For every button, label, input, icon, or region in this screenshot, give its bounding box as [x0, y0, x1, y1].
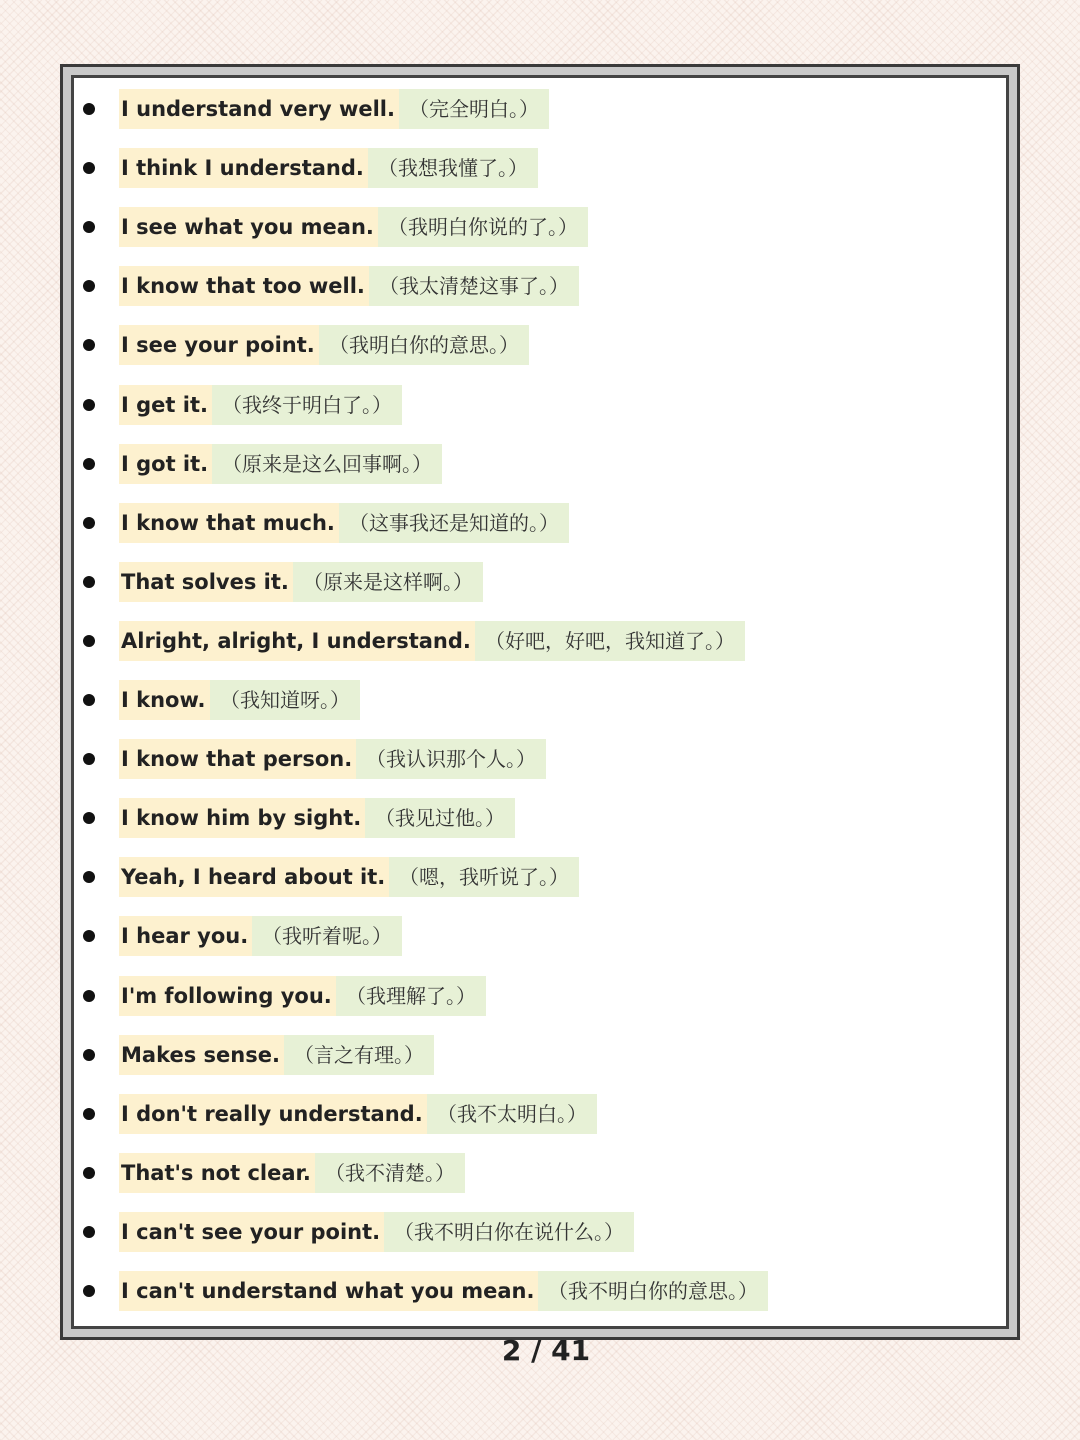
chinese-translation: （完全明白。） — [399, 89, 549, 129]
bullet-icon — [83, 812, 95, 824]
english-phrase: I'm following you. — [119, 976, 336, 1016]
chinese-translation: （我听着呢。） — [252, 916, 402, 956]
bullet-icon — [83, 458, 95, 470]
english-phrase: I see what you mean. — [119, 207, 378, 247]
english-phrase: I know that person. — [119, 739, 356, 779]
bullet-icon — [83, 162, 95, 174]
chinese-translation: （我知道呀。） — [210, 680, 360, 720]
bullet-icon — [83, 930, 95, 942]
chinese-translation: （我认识那个人。） — [356, 739, 546, 779]
chinese-translation: （我不太明白。） — [427, 1094, 597, 1134]
bullet-icon — [83, 871, 95, 883]
page-indicator: 2 / 41 — [501, 1334, 591, 1367]
chinese-translation: （这事我还是知道的。） — [339, 503, 569, 543]
bullet-icon — [83, 1167, 95, 1179]
bullet-icon — [83, 635, 95, 647]
chinese-translation: （我明白你说的了。） — [378, 207, 588, 247]
bullet-icon — [83, 399, 95, 411]
bullet-icon — [83, 753, 95, 765]
english-phrase: Alright, alright, I understand. — [119, 621, 475, 661]
english-phrase: I know that too well. — [119, 266, 369, 306]
bullet-icon — [83, 1049, 95, 1061]
chinese-translation: （我想我懂了。） — [368, 148, 538, 188]
bullet-icon — [83, 576, 95, 588]
chinese-translation: （我不明白你在说什么。） — [384, 1212, 634, 1252]
english-phrase: That solves it. — [119, 562, 293, 602]
english-phrase: Yeah, I heard about it. — [119, 857, 389, 897]
bullet-icon — [83, 694, 95, 706]
english-phrase: I can't see your point. — [119, 1212, 384, 1252]
bullet-icon — [83, 1285, 95, 1297]
chinese-translation: （原来是这样啊。） — [293, 562, 483, 602]
chinese-translation: （嗯，我听说了。） — [389, 857, 579, 897]
bullet-icon — [83, 517, 95, 529]
bullet-icon — [83, 339, 95, 351]
content-frame — [60, 64, 1020, 1340]
chinese-translation: （我理解了。） — [336, 976, 486, 1016]
bullet-icon — [83, 1108, 95, 1120]
english-phrase: I know him by sight. — [119, 798, 365, 838]
english-phrase: I understand very well. — [119, 89, 399, 129]
bullet-icon — [83, 103, 95, 115]
english-phrase: I don't really understand. — [119, 1094, 427, 1134]
chinese-translation: （言之有理。） — [284, 1035, 434, 1075]
bullet-icon — [83, 221, 95, 233]
chinese-translation: （我不明白你的意思。） — [538, 1271, 768, 1311]
chinese-translation: （我见过他。） — [365, 798, 515, 838]
english-phrase: I know that much. — [119, 503, 339, 543]
english-phrase: I see your point. — [119, 325, 319, 365]
english-phrase: I can't understand what you mean. — [119, 1271, 538, 1311]
chinese-translation: （我太清楚这事了。） — [369, 266, 579, 306]
chinese-translation: （原来是这么回事啊。） — [212, 444, 442, 484]
english-phrase: I hear you. — [119, 916, 252, 956]
chinese-translation: （我明白你的意思。） — [319, 325, 529, 365]
english-phrase: I get it. — [119, 385, 212, 425]
bullet-icon — [83, 1226, 95, 1238]
chinese-translation: （好吧，好吧，我知道了。） — [475, 621, 745, 661]
chinese-translation: （我终于明白了。） — [212, 385, 402, 425]
english-phrase: Makes sense. — [119, 1035, 284, 1075]
english-phrase: I think I understand. — [119, 148, 368, 188]
english-phrase: I got it. — [119, 444, 212, 484]
bullet-icon — [83, 280, 95, 292]
english-phrase: I know. — [119, 680, 210, 720]
content-panel — [71, 75, 1009, 1329]
english-phrase: That's not clear. — [119, 1153, 315, 1193]
chinese-translation: （我不清楚。） — [315, 1153, 465, 1193]
bullet-icon — [83, 990, 95, 1002]
